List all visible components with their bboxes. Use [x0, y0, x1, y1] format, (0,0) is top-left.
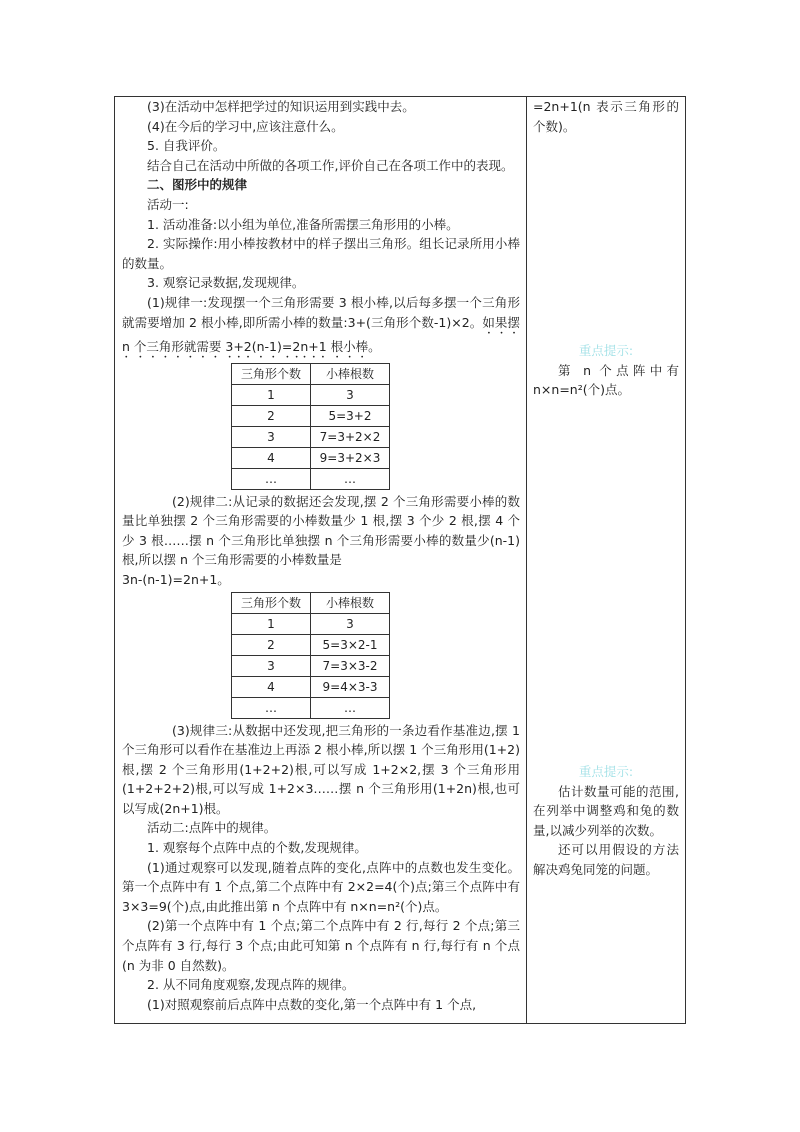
table-rule-two	[231, 592, 390, 719]
paragraph: 活动二:点阵中的规律。	[147, 820, 277, 836]
table-cell: 5=3×2-1	[311, 634, 390, 655]
paragraph: (2)第一个点阵中有 1 个点;第二个点阵中有 2 行,每行 2 个点;第三个点阵有 3 行,每行 3 个点;由此可知第 n 个点阵有 n 行,每行有 n 个点(n 为非 0 自然数)。	[122, 918, 520, 973]
table-cell: 3	[232, 426, 311, 447]
paragraph: 3. 观察记录数据,发现规律。	[147, 275, 305, 291]
table-row	[232, 468, 390, 489]
table-cell: 3	[311, 384, 390, 405]
table-row	[232, 655, 390, 676]
table-row	[232, 426, 390, 447]
table-cell: 4	[232, 447, 311, 468]
table-cell: …	[311, 697, 390, 718]
table-header-cell: 小棒根数	[311, 592, 390, 613]
table-header-cell: 三角形个数	[232, 592, 311, 613]
table-header-cell: 小棒根数	[311, 363, 390, 384]
table-row	[232, 384, 390, 405]
paragraph: 1. 活动准备:以小组为单位,准备所需摆三角形用的小棒。	[147, 216, 459, 232]
table-cell: 1	[232, 384, 311, 405]
table-cell: …	[232, 697, 311, 718]
rule-one-paragraph	[122, 293, 520, 361]
hint-label: 重点提示:	[578, 763, 634, 779]
paragraph: 结合自己在活动中所做的各项工作,评价自己在各项工作中的表现。	[147, 157, 514, 173]
table-cell: 4	[232, 676, 311, 697]
table-row	[232, 447, 390, 468]
column-divider	[526, 96, 527, 1024]
table-cell: …	[311, 468, 390, 489]
paragraph: 活动一:	[147, 196, 189, 212]
table-row	[232, 697, 390, 718]
table-rule-one	[231, 363, 390, 490]
paragraph: (1)对照观察前后点阵中点数的变化,第一个点阵中有 1 个点,	[147, 996, 477, 1012]
table-header-row	[232, 363, 390, 384]
table-header-cell: 三角形个数	[232, 363, 311, 384]
main-column	[122, 97, 520, 1014]
paragraph: 1. 观察每个点阵中点的个数,发现规律。	[147, 840, 367, 856]
paragraph: (3)规律三:从数据中还发现,把三角形的一条边看作基准边,摆 1 个三角形可以看作在基准边上再添 2 根小棒,所以摆 1 个三角形用(1+2)根,摆 2 个三角形用(1+2+2)根,可以写成 1+2×2,摆 3 个三角形用(1+2+2+2)根,可以写成 1+2×3……摆 n 个三角形用(1+2n)根,也可以写成(2n+1)根。	[122, 722, 520, 816]
paragraph: 3n-(n-1)=2n+1。	[122, 571, 230, 587]
hint-text: 还可以用假设的方法解决鸡兔同笼的问题。	[533, 842, 679, 877]
table-row	[232, 634, 390, 655]
table-row	[232, 613, 390, 634]
table-header-row	[232, 592, 390, 613]
table-cell: 3	[311, 613, 390, 634]
paragraph: (3)在活动中怎样把学过的知识运用到实践中去。	[147, 99, 415, 114]
rule-one-text: (1)规律一:发现摆一个三角形需要 3 根小棒,以后每多摆一个三角形就需要增加 2 根小棒,即所需小棒的数量:3+(三角形个数-1)×2。	[122, 294, 520, 330]
paragraph: (1)通过观察可以发现,随着点阵的变化,点阵中的点数也发生变化。第一个点阵中有 1 个点,第二个点阵中有 2×2=4(个)点;第三个点阵中有 3×3=9(个)点,由此推出第 n 个点阵中有 n×n=n²(个)点。	[122, 859, 520, 914]
section-heading: 二、图形中的规律	[147, 177, 248, 193]
table-cell: 7=3×3-2	[311, 655, 390, 676]
paragraph: 2. 实际操作:用小棒按教材中的样子摆出三角形。组长记录所用小棒的数量。	[122, 236, 520, 271]
table-cell: 2	[232, 634, 311, 655]
table-cell: 1	[232, 613, 311, 634]
hint-text: 第 n 个点阵中有 n×n=n²(个)点。	[533, 362, 679, 398]
paragraph: (2)规律二:从记录的数据还会发现,摆 2 个三角形需要小棒的数量比单独摆 2 个三角形需要的小棒数量少 1 根,摆 3 个少 2 根,摆 4 个少 3 根……摆 n 个三角形比单独摆 n 个三角形需要小棒的数量少(n-1)根,所以摆 n 个三角形需要的小棒数量是	[122, 493, 520, 568]
table-cell: 2	[232, 405, 311, 426]
side-note: =2n+1(n 表示三角形的个数)。	[533, 99, 679, 134]
table-row	[232, 405, 390, 426]
table-cell: 9=3+2×3	[311, 447, 390, 468]
side-column	[533, 97, 679, 880]
paragraph: 5. 自我评价。	[147, 138, 226, 154]
table-cell: 3	[232, 655, 311, 676]
table-cell: 5=3+2	[311, 405, 390, 426]
table-cell: …	[232, 468, 311, 489]
paragraph: (4)在今后的学习中,应该注意什么。	[147, 118, 344, 134]
rule-one-emphasis: 如果摆 n 个三角形就需要 3+2(n-1)=2n+1 根小棒。	[122, 314, 520, 354]
table-cell: 9=4×3-3	[311, 676, 390, 697]
hint-label: 重点提示:	[578, 343, 634, 359]
table-row	[232, 676, 390, 697]
paragraph: 2. 从不同角度观察,发现点阵的规律。	[147, 977, 355, 993]
table-cell: 7=3+2×2	[311, 426, 390, 447]
hint-text: 估计数量可能的范围,在列举中调整鸡和兔的数量,以减少列举的次数。	[533, 783, 679, 838]
